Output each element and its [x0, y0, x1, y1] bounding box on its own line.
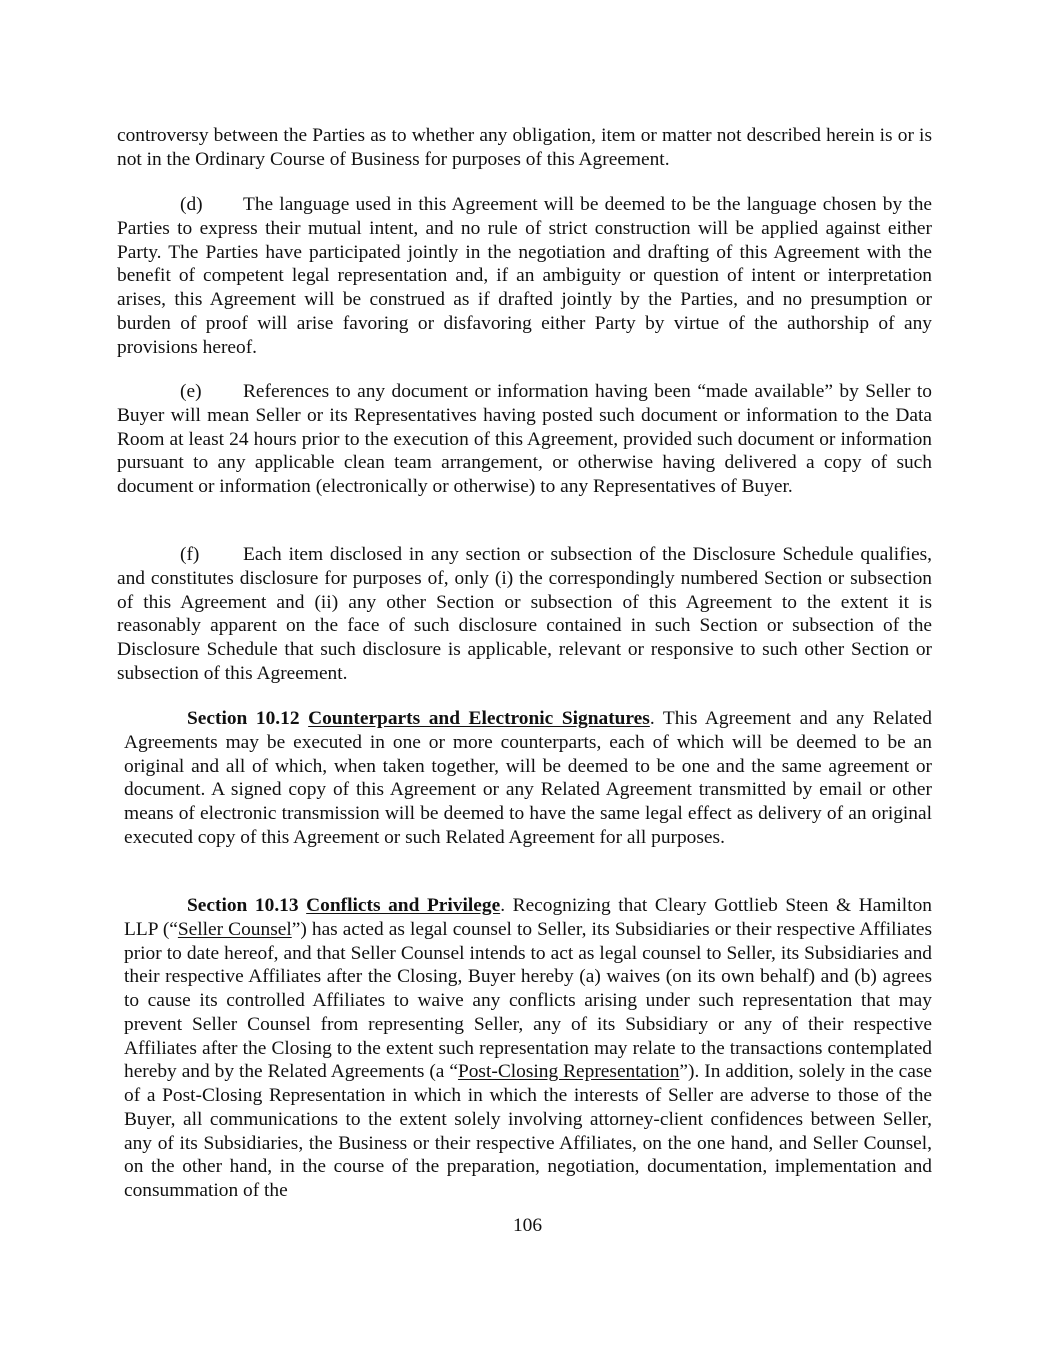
section-title: Counterparts and Electronic Signatures — [308, 708, 650, 729]
paragraph-continuation: controversy between the Parties as to whether any obligation, item or matter not described herein is or is not in the Ordinary Course of Business for purposes of this Agreement. — [117, 125, 932, 170]
paragraph-f: (f) Each item disclosed in any section or subsection of the Disclosure Schedule qualifies, and constitutes disclosure for purposes of, only (i) the correspondingly numbered Section or subsection of this Agreement and (ii) any other Section or subsection of this Agreement to the extent it is reasonably apparent on the face of such disclosure contained in such Section or subsection of the Disclosure Schedule that such disclosure is applicable, relevant or responsive to such other Section or subsection of this Agreement. — [117, 544, 932, 684]
paragraph-label: (e) — [180, 381, 202, 402]
section-title: Conflicts and Privilege — [306, 895, 501, 916]
page-number: 106 — [512, 1215, 543, 1236]
paragraph-d: (d) The language used in this Agreement will be deemed to be the language chosen by the Parties to express their mutual intent, and no rule of strict construction will be applied against either Party. The Parties have participated jointly in the negotiation and drafting of this Agreement with the benefit of competent legal representation and, if an ambiguity or question of intent or interpretation arises, this Agreement will be construed as if drafted jointly by the Parties, and no presumption or burden of proof will arise favoring or disfavoring either Party by virtue of the authorship of any provisions hereof. — [117, 194, 932, 358]
defined-term: Seller Counsel — [177, 918, 292, 940]
section-10-13: Section 10.13 Conflicts and Privilege. Recognizing that Cleary Gottlieb Steen & Hamilton LLP (“Seller Counsel”) has acted as legal counsel to Seller, its Subsidiaries or their respective Affiliates prior to date hereof, and that Seller Counsel intends to act as legal counsel to Seller, its Subsidiaries and their respective Affiliates after the Closing, Buyer hereby (a) waives (on its own behalf) and (b) agrees to cause its controlled Affiliates to waive any conflicts arising under such representation that may prevent Seller Counsel from representing Seller, any of its Subsidiary or any of their respective Affiliates after the Closing to the extent such representation may relate to the transactions contemplated hereby and by the Related Agreements (a “Post-Closing Representation”). In addition, solely in the case of a Post-Closing Representation in which in which the interests of Seller are adverse to those of the Buyer, all communications to the extent solely involving attorney-client confidences between Seller, any of its Subsidiaries, the Business or their respective Affiliates, on the one hand, and Seller Counsel, on the other hand, in the course of the preparation, negotiation, documentation, implementation and consummation of the — [124, 895, 932, 1201]
paragraph-label: (f) — [180, 544, 200, 565]
defined-term: Post-Closing Representation — [457, 1061, 680, 1083]
section-number: Section 10.13 — [187, 895, 299, 916]
paragraph-label: (d) — [180, 194, 203, 215]
paragraph-e: (e) References to any document or information having been “made available” by Seller to Buyer will mean Seller or its Representatives having posted such document or information to the Data Room at least 24 hours prior to the execution of this Agreement, provided such document or information pursuant to any applicable clean team arrangement, or otherwise having delivered a copy of such document or information (electronically or otherwise) to any Representatives of Buyer. — [117, 381, 932, 497]
section-number: Section 10.12 — [187, 708, 300, 729]
section-10-12: Section 10.12 Counterparts and Electronic Signatures. This Agreement and any Related Agreements may be executed in one or more counterparts, each of which will be deemed to be an original and all of which, when taken together, will be deemed to be one and the same agreement or document. A signed copy of this Agreement or any Related Agreement transmitted by email or other means of electronic transmission will be deemed to have the same legal effect as delivery of an original executed copy of this Agreement or such Related Agreement for all purposes. — [124, 708, 932, 848]
